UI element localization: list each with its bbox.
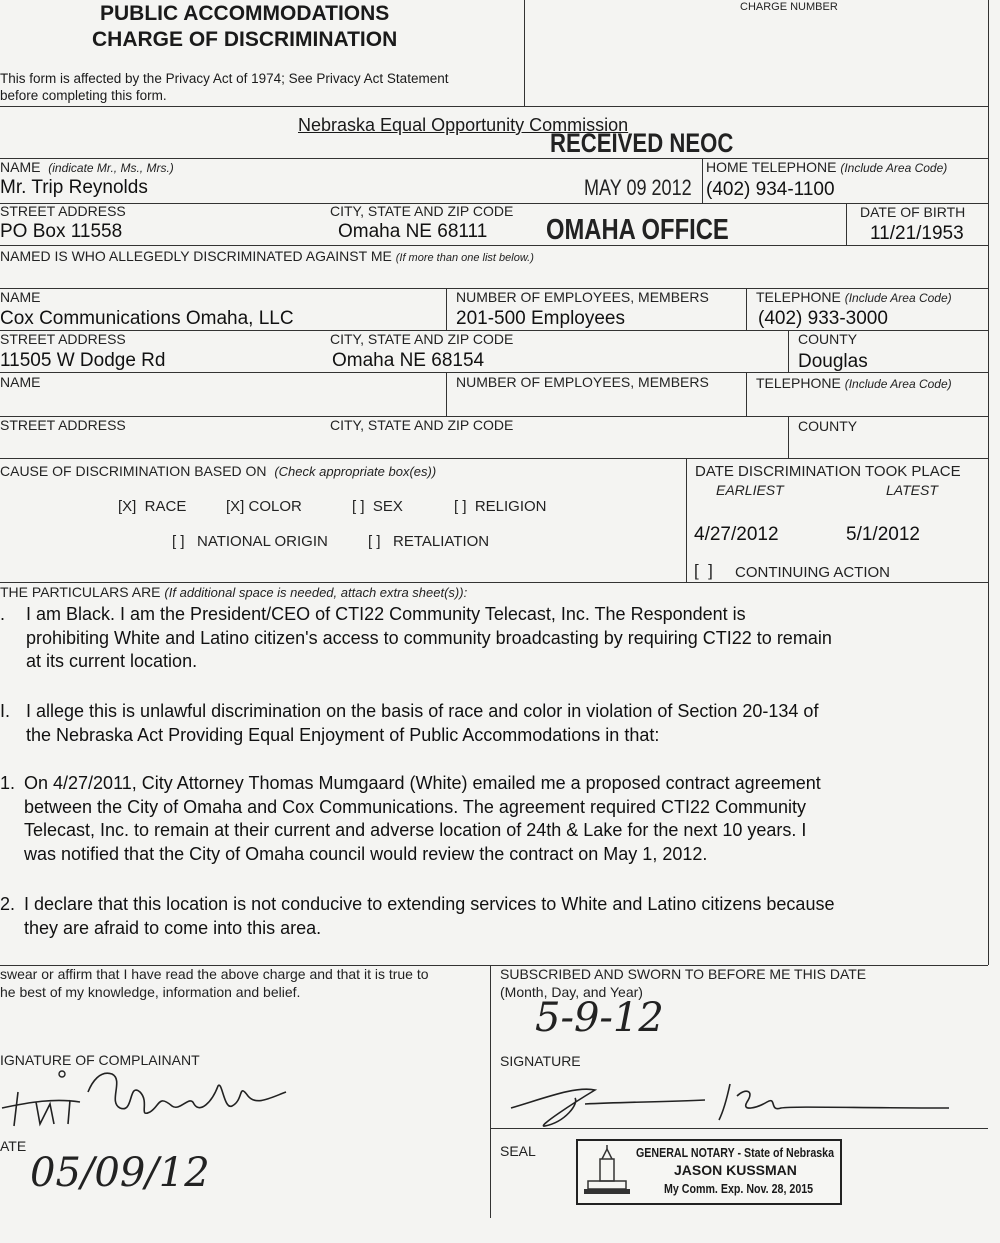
dob-label: DATE OF BIRTH [860,204,966,220]
cause-color[interactable]: [X] COLOR [226,498,302,515]
notary-signature [505,1068,955,1130]
complainant-signature [0,1062,290,1140]
cause-label: CAUSE OF DISCRIMINATION BASED ON (Check appropriate box(es)) [0,463,437,479]
cause-retaliation[interactable]: [ ] RETALIATION [368,533,490,550]
paragraph-2 [26,700,818,747]
dates-label: DATE DISCRIMINATION TOOK PLACE [695,463,961,480]
respondent-employees-label: NUMBER OF EMPLOYEES, MEMBERS [456,289,709,305]
respondent-employees: 201-500 Employees [456,308,625,329]
rule-address-row [0,245,988,246]
paragraph-1-number: . [0,604,6,624]
cause-sex[interactable]: [ ] SEX [352,498,403,515]
particulars-label: THE PARTICULARS ARE (If additional space is needed, attach extra sheet(s)): [0,584,468,600]
respondent2-telephone-label: TELEPHONE (Include Area Code) [756,375,952,391]
rule-r2-county [788,416,789,458]
continuing-action-label: CONTINUING ACTION [735,564,891,581]
paragraph-4-line: I declare that this location is not conducive to extending services to White and Latino citizens because [24,894,835,914]
respondent-county-label: COUNTY [798,331,858,347]
complainant-date: 05/09/12 [30,1150,210,1196]
respondent2-street-label: STREET ADDRESS [0,417,126,433]
cause-national-origin[interactable]: [ ] NATIONAL ORIGIN [172,533,328,550]
earliest-date: 4/27/2012 [694,524,779,545]
paragraph-3-line: was notified that the City of Omaha council would review the contract on May 1, 2012. [24,843,708,864]
seal-line1: GENERAL NOTARY - State of Nebraska [636,1145,835,1160]
complainant-name-label: NAME (indicate Mr., Ms., Mrs.) [0,159,174,175]
paragraph-2-line: the Nebraska Act Providing Equal Enjoyment of Public Accommodations in that: [26,724,660,745]
paragraph-3-number: 1. [0,773,16,793]
notary-seal-stamp [576,1139,842,1205]
respondent-city-label: CITY, STATE AND ZIP CODE [330,331,514,347]
cause-religion[interactable]: [ ] RELIGION [454,498,547,515]
date-label: ATE [0,1138,27,1154]
paragraph-2-line: I allege this is unlawful discrimination on the basis of race and color in violation of Section 20-134 of [26,701,819,721]
paragraph-4-number: 2. [0,894,16,914]
rule-r2-div2 [746,372,747,416]
rule-charge-divider [524,0,525,106]
home-telephone-label: HOME TELEPHONE (Include Area Code) [706,159,948,175]
rule-r1-county [788,330,789,372]
respondent-street: 11505 W Dodge Rd [0,350,166,371]
privacy-note-line1: This form is affected by the Privacy Act of 1974; See Privacy Act Statement [0,71,449,86]
complainant-street-label: STREET ADDRESS [0,203,126,219]
paragraph-3 [24,772,821,866]
paragraph-2-number: I. [0,701,11,721]
latest-label: LATEST [886,482,938,498]
complainant-city-label: CITY, STATE AND ZIP CODE [330,203,514,219]
respondent-county: Douglas [798,351,868,372]
rule-seal-left [490,1128,491,1218]
respondent2-county-label: COUNTY [798,418,858,434]
paragraph-1 [26,603,832,674]
received-stamp-office: OMAHA OFFICE [546,214,729,246]
received-stamp-line: RECEIVED NEOC [550,128,734,158]
oath-line2: he best of my knowledge, information and belief. [0,984,301,1000]
rule-cause [0,582,988,583]
notary-signature-label: SIGNATURE [500,1053,581,1069]
rule-r2-address [0,458,988,459]
respondent-name: Cox Communications Omaha, LLC [0,308,294,329]
respondent-telephone-label: TELEPHONE (Include Area Code) [756,289,952,305]
respondent-city: Omaha NE 68154 [332,350,485,371]
privacy-note-line2: before completing this form. [0,88,167,103]
respondent-street-label: STREET ADDRESS [0,331,126,347]
rule-cause-divider [686,458,687,582]
rule-dob-divider [846,203,847,245]
date-of-birth: 11/21/1953 [870,223,964,244]
capitol-building-icon [582,1145,632,1197]
rule-top-header [0,106,988,107]
respondent2-city-label: CITY, STATE AND ZIP CODE [330,417,514,433]
form-title-line2: CHARGE OF DISCRIMINATION [92,28,398,51]
paragraph-4-line: they are afraid to come into this area. [24,917,322,938]
respondent-telephone: (402) 933-3000 [758,308,888,329]
agency-name: Nebraska Equal Opportunity Commission [298,115,629,135]
latest-date: 5/1/2012 [846,524,920,545]
complainant-signature-label: IGNATURE OF COMPLAINANT [0,1052,200,1068]
continuing-action-checkbox[interactable]: [ ] [694,561,713,580]
home-telephone: (402) 934-1100 [706,179,835,200]
rule-r1-div2 [746,288,747,330]
seal-label: SEAL [500,1143,536,1159]
complainant-city: Omaha NE 68111 [338,221,488,242]
respondent2-name-label: NAME [0,374,41,390]
charge-number-label: CHARGE NUMBER [740,1,838,13]
notary-date: 5-9-12 [535,995,664,1041]
form-title-line1: PUBLIC ACCOMMODATIONS [100,2,390,25]
notary-line1: SUBSCRIBED AND SWORN TO BEFORE ME THIS DATE [500,966,867,982]
earliest-label: EARLIEST [716,482,784,498]
complainant-name: Mr. Trip Reynolds [0,177,148,198]
rule-phone-divider [702,158,703,203]
named-line: NAMED IS WHO ALLEGEDLY DISCRIMINATED AGAINST ME (If more than one list below.) [0,248,534,264]
received-stamp-date: MAY 09 2012 [584,175,692,200]
paragraph-1-line: I am Black. I am the President/CEO of CTI22 Community Telecast, Inc. The Respondent is [26,604,746,624]
rule-r1-div1 [446,288,447,330]
paragraph-1-line: at its current location. [26,651,198,671]
seal-line2: JASON KUSSMAN [674,1162,797,1178]
oath-line1: swear or affirm that I have read the above charge and that it is true to [0,966,429,982]
respondent-name-label: NAME [0,289,41,305]
rule-right-edge [988,0,989,965]
rule-r2-div1 [446,372,447,416]
paragraph-3-line: On 4/27/2011, City Attorney Thomas Mumgaard (White) emailed me a proposed contract agreement [24,773,821,793]
paragraph-3-line: between the City of Omaha and Cox Communications. The agreement required CTI22 Community [24,796,807,817]
seal-line3: My Comm. Exp. Nov. 28, 2015 [664,1181,814,1196]
respondent2-employees-label: NUMBER OF EMPLOYEES, MEMBERS [456,374,709,390]
cause-race[interactable]: [X] RACE [118,498,187,515]
paragraph-4 [24,893,834,940]
complainant-street: PO Box 11558 [0,221,123,242]
notary-line2: (Month, Day, and Year) [500,984,643,1000]
paragraph-1-line: prohibiting White and Latino citizen's access to community broadcasting by requiring CTI22 to remain [26,627,832,648]
paragraph-3-line: Telecast, Inc. to remain at their current and adverse location of 24th & Lake for the next 10 years. I [24,820,807,840]
